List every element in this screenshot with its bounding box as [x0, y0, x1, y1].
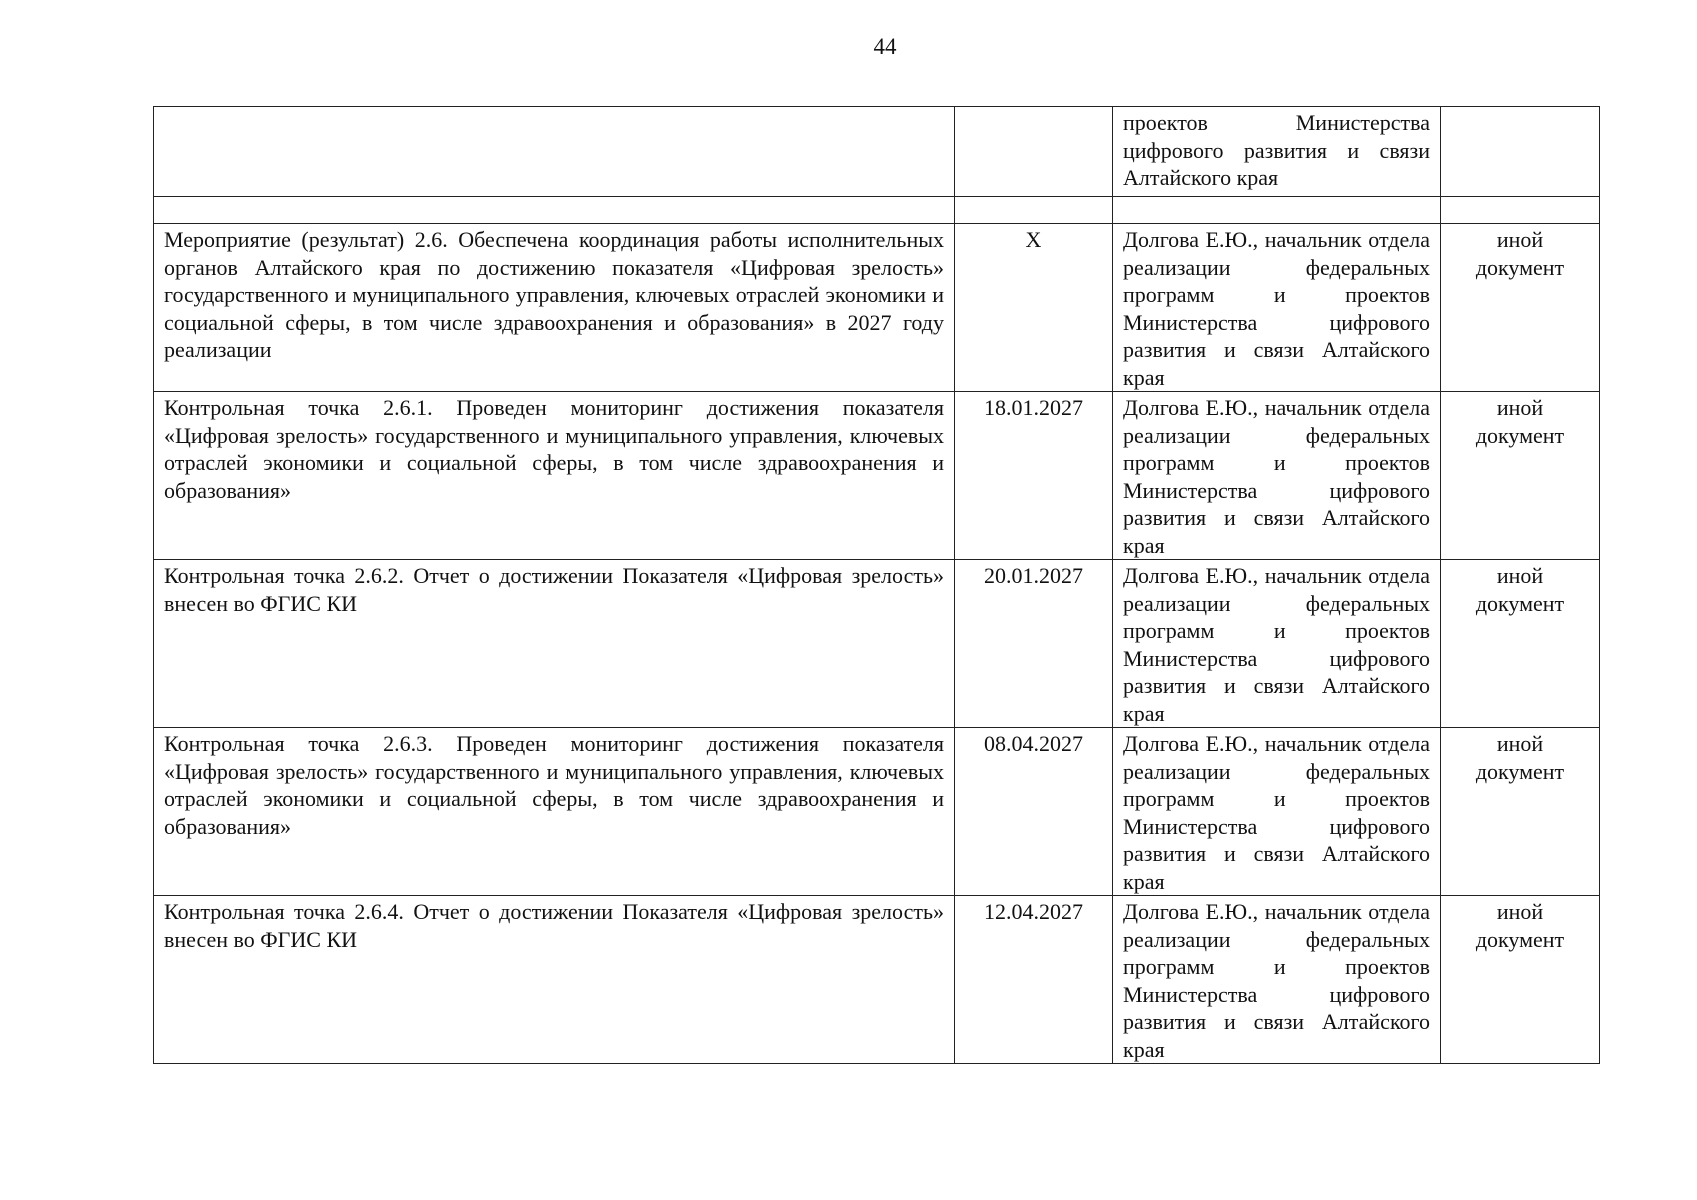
table-row [154, 728, 1600, 896]
responsible-cell: Долгова Е.Ю., начальник отдела реализации федеральных программ и проектов Министерства цифрового развития и связи Алтайского края [1113, 896, 1441, 1064]
page-number: 44 [873, 34, 897, 59]
table-row [154, 560, 1600, 728]
description-cell: Мероприятие (результат) 2.6. Обеспечена координация работы исполнительных органов Алтайского края по достижению показателя «Цифровая зрелость» государственного и муниципального управления, ключевых отраслей экономики и социальной сферы, в том числе здравоохранения и образования» в 2027 году реализации [154, 224, 955, 392]
document-cell: иной документ [1441, 560, 1600, 728]
table-row-continuation [154, 107, 1600, 197]
responsible-cell: Долгова Е.Ю., начальник отдела реализации федеральных программ и проектов Министерства цифрового развития и связи Алтайского края [1113, 728, 1441, 896]
table-row [154, 392, 1600, 560]
description-cell: Контрольная точка 2.6.4. Отчет о достижении Показателя «Цифровая зрелость» внесен во ФГИС КИ [154, 896, 955, 1064]
responsible-cell: Долгова Е.Ю., начальник отдела реализации федеральных программ и проектов Министерства цифрового развития и связи Алтайского края [1113, 392, 1441, 560]
description-cell: Контрольная точка 2.6.2. Отчет о достижении Показателя «Цифровая зрелость» внесен во ФГИС КИ [154, 560, 955, 728]
date-cell: X [955, 224, 1113, 392]
date-cell: 18.01.2027 [955, 392, 1113, 560]
date-cell: 12.04.2027 [955, 896, 1113, 1064]
document-cell: иной документ [1441, 896, 1600, 1064]
responsible-cell: Долгова Е.Ю., начальник отдела реализации федеральных программ и проектов Министерства цифрового развития и связи Алтайского края [1113, 560, 1441, 728]
description-cell: Контрольная точка 2.6.1. Проведен мониторинг достижения показателя «Цифровая зрелость» государственного и муниципального управления, ключевых отраслей экономики и социальной сферы, в том числе здравоохранения и образования» [154, 392, 955, 560]
document-cell: иной документ [1441, 392, 1600, 560]
responsible-cell: Долгова Е.Ю., начальник отдела реализации федеральных программ и проектов Министерства цифрового развития и связи Алтайского края [1113, 224, 1441, 392]
table-row [154, 896, 1600, 1064]
date-cell [955, 107, 1113, 197]
spacer-row [154, 197, 1600, 224]
document-cell [1441, 107, 1600, 197]
date-cell: 20.01.2027 [955, 560, 1113, 728]
events-table [153, 106, 1600, 1064]
table-row [154, 224, 1600, 392]
date-cell: 08.04.2027 [955, 728, 1113, 896]
description-cell [154, 107, 955, 197]
document-cell: иной документ [1441, 224, 1600, 392]
document-cell: иной документ [1441, 728, 1600, 896]
description-cell: Контрольная точка 2.6.3. Проведен мониторинг достижения показателя «Цифровая зрелость» государственного и муниципального управления, ключевых отраслей экономики и социальной сферы, в том числе здравоохранения и образования» [154, 728, 955, 896]
responsible-cell: проектов Министерства цифрового развития и связи Алтайского края [1113, 107, 1441, 197]
